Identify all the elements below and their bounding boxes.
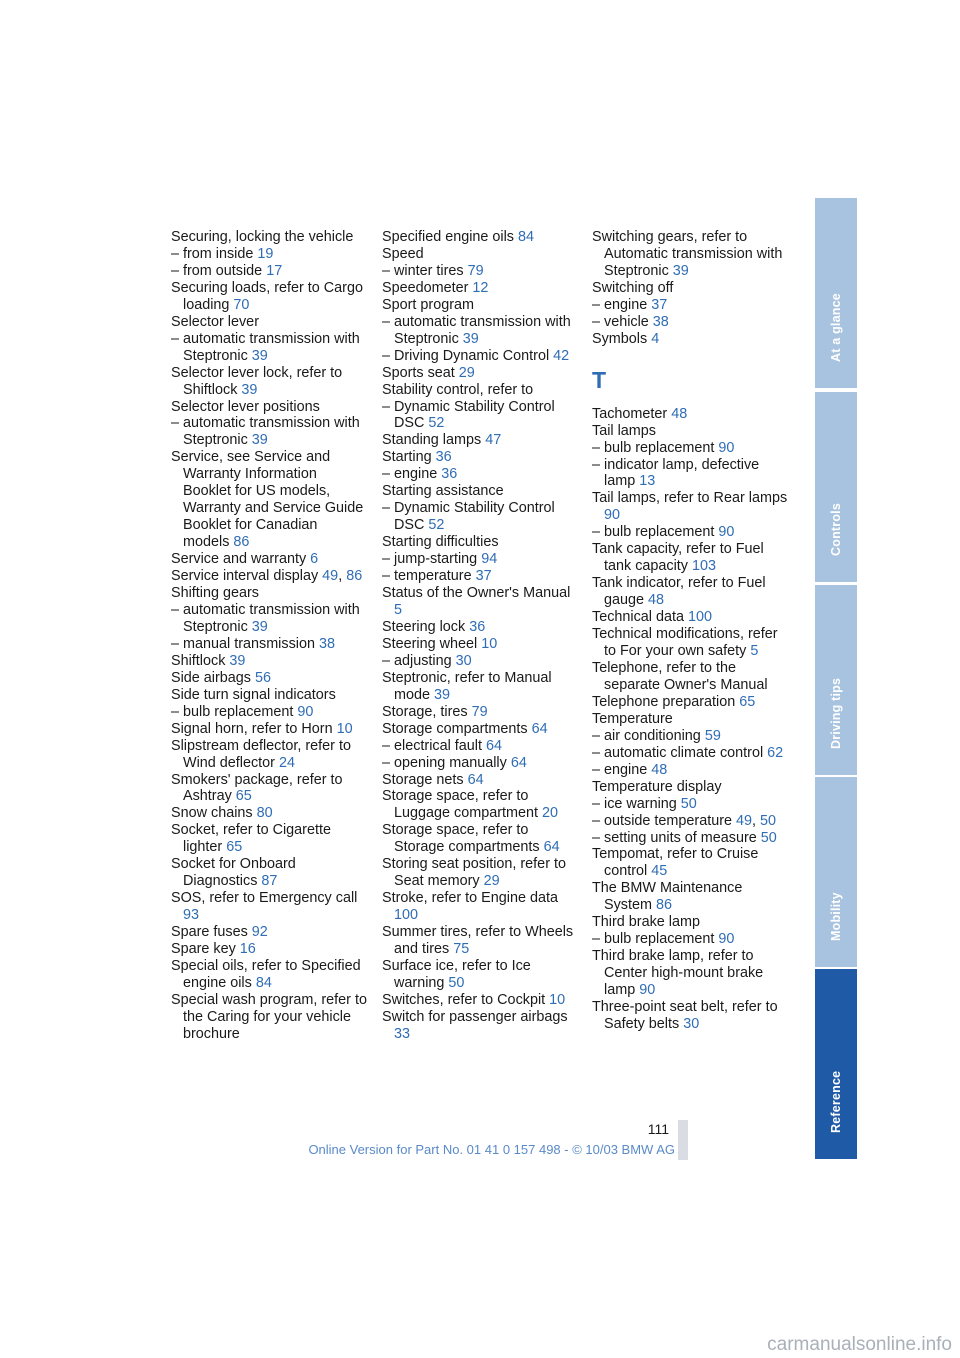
index-entry-text: – temperature (382, 568, 476, 585)
page-reference-link[interactable]: 6 (310, 551, 319, 568)
tab-reference[interactable] (815, 969, 857, 1159)
page-reference-link[interactable]: 30 (455, 652, 472, 669)
index-entry: – outside temperature 49, 50 (592, 812, 777, 829)
index-entry (171, 721, 367, 738)
index-entry-text: The BMW Maintenance System (592, 880, 743, 914)
index-entry (382, 449, 578, 466)
page-reference-link[interactable]: 5 (750, 643, 759, 660)
index-entry-text: Storage space, refer to Storage compartments (382, 822, 544, 856)
index-entry (382, 466, 578, 483)
page-reference-link[interactable]: 64 (531, 720, 548, 737)
page-reference-link[interactable]: 64 (543, 839, 560, 856)
index-entry (592, 880, 788, 914)
index-entry (171, 449, 367, 551)
index-entry (592, 931, 788, 948)
index-entry-text: – engine (592, 761, 652, 778)
index-entry-text: – adjusting (382, 652, 456, 669)
page-reference-link[interactable]: 39 (251, 432, 268, 449)
page-reference-link[interactable]: 36 (469, 618, 486, 635)
page-reference-link[interactable]: 65 (739, 693, 756, 710)
index-entry (592, 948, 788, 999)
index-entry (171, 246, 367, 263)
index-column-1 (171, 229, 367, 1043)
page-reference-link[interactable]: 19 (257, 245, 274, 262)
page-reference-link[interactable]: 39 (672, 262, 689, 279)
index-entry (382, 483, 578, 500)
index-entry-text: Tail lamps, refer to Rear lamps (592, 490, 788, 507)
page-reference-link[interactable]: 90 (718, 931, 735, 948)
section-letter: T (592, 366, 607, 393)
index-entry-text: – outside temperature (592, 812, 736, 829)
index-entry (382, 822, 578, 856)
index-entry (171, 687, 367, 704)
index-entry-text: Tail lamps (592, 422, 656, 439)
page-reference-link[interactable]: 48 (671, 405, 688, 422)
index-entry-text: Smokers' package, refer to Ashtray (171, 771, 343, 805)
page-reference-link[interactable]: 100 (688, 609, 713, 626)
page-number: 111 (647, 1121, 669, 1137)
index-entry-text: Three-point seat belt, refer to Safety belts (592, 999, 778, 1032)
page-reference-link[interactable]: 79 (467, 262, 484, 279)
page-reference-link[interactable]: 48 (651, 761, 668, 778)
index-entry (382, 1009, 578, 1043)
index-entry (382, 314, 578, 348)
index-entry (592, 524, 788, 541)
page-reference-link[interactable]: 20 (542, 805, 559, 822)
index-entry-text: Securing, locking the vehicle (171, 229, 354, 245)
index-entry (592, 762, 788, 779)
index-entry-text: Securing loads, refer to Cargo loading (171, 279, 363, 313)
page-reference-link[interactable]: 39 (251, 618, 268, 635)
index-entry (382, 670, 578, 704)
index-entry-text: – ice warning (592, 795, 681, 812)
index-entry (171, 314, 367, 331)
index-entry (382, 399, 578, 433)
page-reference-link[interactable]: 49 (736, 812, 753, 829)
page-reference-link[interactable]: 100 (394, 907, 419, 924)
index-entry-text: Symbols (592, 330, 652, 347)
index-entry-text: Special wash program, refer to the Caring for your vehicle brochure (171, 991, 367, 1042)
index-entry (171, 415, 367, 449)
index-entry (382, 772, 578, 789)
page-reference-link[interactable]: 39 (462, 330, 479, 347)
index-entry-text: Tank indicator, refer to Fuel gauge (592, 575, 766, 609)
page-reference-link[interactable]: 29 (483, 873, 500, 890)
index-entry-text: – opening manually (382, 754, 511, 771)
index-entry-text: Summer tires, refer to Wheels and tires (382, 924, 574, 958)
page-reference-link[interactable]: 52 (428, 415, 445, 432)
index-entry-text: Switches, refer to Cockpit (382, 991, 550, 1008)
index-entry-text: Standing lamps (382, 432, 486, 449)
index-entry (382, 856, 578, 890)
index-entry-text: Storing seat position, refer to Seat memory (382, 856, 566, 890)
index-entry-text: Switch for passenger airbags (382, 1008, 568, 1025)
index-entry (171, 653, 367, 670)
index-entry-text: Storage space, refer to Luggage compartment (382, 788, 542, 822)
page-reference-link[interactable]: 16 (239, 941, 256, 958)
page-reference-link[interactable]: 79 (471, 703, 488, 720)
page-reference-link[interactable]: 50 (760, 829, 777, 846)
tab-mobility[interactable] (815, 777, 857, 967)
index-entry-text: Socket, refer to Cigarette lighter (171, 822, 331, 856)
index-entry (171, 772, 367, 806)
index-entry (382, 246, 578, 263)
index-entry (382, 924, 578, 958)
index-entry (171, 958, 367, 992)
index-entry-text: Side turn signal indicators (171, 686, 336, 703)
index-entry-text: – from inside (171, 245, 258, 262)
page-reference-link[interactable]: 56 (255, 669, 272, 686)
index-entry-text: – Dynamic Stability Control DSC (382, 500, 555, 534)
tab-label: At a glance (829, 293, 843, 362)
page-reference-link[interactable]: 49 (322, 568, 339, 585)
index-column-2 (382, 229, 578, 1043)
index-entry-text: Surface ice, refer to Ice warning (382, 957, 531, 991)
index-entry (171, 856, 367, 890)
index-entry (171, 805, 367, 822)
index-entry (592, 999, 788, 1033)
page-reference-link[interactable]: 90 (604, 507, 621, 524)
index-entry-text: Sport program (382, 296, 474, 313)
index-entry-text: Switching gears, refer to Automatic transmission with Steptronic (592, 229, 783, 279)
page-reference-link[interactable]: 24 (278, 754, 295, 771)
index-entry (382, 432, 578, 449)
footer-note: Online Version for Part No. 01 41 0 157 498 - © 10/03 BMW AG (308, 1142, 675, 1157)
index-entry-text: Telephone, refer to the separate Owner's Manual (592, 659, 768, 693)
index-entry (171, 331, 367, 365)
page-reference-link[interactable]: 84 (518, 229, 535, 245)
page-reference-link[interactable]: 13 (639, 473, 656, 490)
index-entry (592, 745, 788, 762)
page-reference-link[interactable]: 36 (435, 449, 452, 466)
index-entry (382, 365, 578, 382)
page-reference-link[interactable]: 42 (553, 347, 570, 364)
page-reference-link[interactable]: 90 (718, 524, 735, 541)
index-entry (592, 490, 788, 524)
index-entry (382, 653, 578, 670)
page-reference-link[interactable]: 93 (183, 907, 200, 924)
index-entry-text: Steering wheel (382, 635, 482, 652)
index-entry (592, 796, 788, 813)
page-number-bar (678, 1120, 688, 1160)
page-reference-link[interactable]: 80 (256, 805, 273, 822)
index-entry (592, 711, 788, 728)
index-entry-text: Tank capacity, refer to Fuel tank capacity (592, 541, 764, 575)
index-entry (592, 331, 788, 348)
index-entry-text: – manual transmission (171, 635, 319, 652)
page-reference-link[interactable]: 48 (648, 592, 665, 609)
index-entry (592, 229, 788, 280)
index-entry (171, 890, 367, 924)
index-entry-text: Spare key (171, 941, 240, 958)
index-entry-text: Shiftlock (171, 652, 230, 669)
page-reference-link[interactable]: 50 (448, 974, 465, 991)
index-entry (171, 636, 367, 653)
index-entry-text: – automatic transmission with Steptronic (171, 330, 360, 364)
index-entry-text: SOS, refer to Emergency call (171, 890, 358, 907)
index-entry-text: Status of the Owner's Manual (382, 585, 571, 602)
index-entry (171, 704, 367, 721)
tab-label: Driving tips (829, 677, 843, 749)
index-entry-text: – engine (592, 296, 652, 313)
index-entry-text: – vehicle (592, 313, 653, 330)
index-entry-text: – electrical fault (382, 737, 486, 754)
index-entry (171, 263, 367, 280)
index-entry-text: Special oils, refer to Specified engine oils (171, 957, 361, 991)
index-entry (592, 609, 788, 626)
index-entry (592, 314, 788, 331)
index-entry (171, 585, 367, 602)
index-entry (592, 626, 788, 660)
index-entry (592, 440, 788, 457)
index-entry-text: Starting (382, 449, 436, 466)
index-entry (592, 297, 788, 314)
index-entry (592, 779, 788, 796)
page-reference-link[interactable]: 39 (251, 347, 268, 364)
index-entry (592, 280, 788, 297)
index-entry-text: Socket for Onboard Diagnostics (171, 856, 296, 890)
page-reference-link[interactable]: 62 (767, 744, 784, 761)
page-reference-link[interactable]: 37 (475, 568, 492, 585)
index-entry-text: Speed (382, 245, 424, 262)
index-entry (171, 992, 367, 1043)
page-reference-link[interactable]: 38 (318, 635, 335, 652)
index-entry-text: – Driving Dynamic Control (382, 347, 554, 364)
index-entry (171, 399, 367, 416)
index-entry (382, 500, 578, 534)
index-entry (382, 788, 578, 822)
index-entry-text: Stability control, refer to (382, 381, 534, 398)
index-entry (382, 280, 578, 297)
index-entry (171, 602, 367, 636)
page-reference-link[interactable]: 92 (251, 924, 268, 941)
index-entry-text: – bulb replacement (171, 703, 298, 720)
page-reference-link[interactable]: 94 (481, 551, 498, 568)
page-reference-link[interactable]: 37 (651, 296, 668, 313)
page-reference-link[interactable]: 64 (467, 771, 484, 788)
index-entry (382, 738, 578, 755)
page-reference-link[interactable]: 39 (241, 381, 258, 398)
index-entry (382, 755, 578, 772)
index-entry-text: – automatic climate control (592, 744, 768, 761)
page-reference-link[interactable]: 87 (261, 873, 278, 890)
index-entry-text: – setting units of measure (592, 829, 761, 846)
index-entry (592, 914, 788, 931)
index-entry (382, 992, 578, 1009)
index-entry-text: Shifting gears (171, 585, 259, 602)
index-entry-text: – automatic transmission with Steptronic (171, 601, 360, 635)
index-entry (592, 575, 788, 609)
index-entry-text: – bulb replacement (592, 524, 719, 541)
index-entry-text: Storage, tires (382, 703, 472, 720)
page-reference-link[interactable]: 59 (704, 727, 721, 744)
tab-label: Reference (829, 1070, 843, 1133)
index-entry-text: Storage compartments (382, 720, 532, 737)
index-entry-text: Selector lever lock, refer to Shiftlock (171, 364, 343, 398)
index-entry (171, 738, 367, 772)
index-entry-text: – bulb replacement (592, 931, 719, 948)
page-reference-link[interactable]: 10 (549, 991, 566, 1008)
index-entry (382, 890, 578, 924)
index-entry-text: Temperature display (592, 778, 722, 795)
index-entry-text: – Dynamic Stability Control DSC (382, 398, 555, 432)
index-entry (382, 568, 578, 585)
page-reference-link[interactable]: 50 (680, 795, 697, 812)
index-entry-text: Snow chains (171, 805, 257, 822)
page-reference-link[interactable]: 65 (226, 839, 243, 856)
index-entry-text: – automatic transmission with Steptronic (382, 313, 571, 347)
index-column-3 (592, 229, 788, 1033)
page-reference-link[interactable]: 90 (718, 439, 735, 456)
page-reference-link[interactable]: 30 (683, 1015, 700, 1032)
index-entry-text: Spare fuses (171, 924, 252, 941)
index-entry-text: Signal horn, refer to Horn (171, 720, 337, 737)
index-entry-text: Steptronic, refer to Manual mode (382, 669, 552, 703)
page-reference-link[interactable]: 64 (510, 754, 527, 771)
index-entry-text: Side airbags (171, 669, 255, 686)
index-entry-text: Slipstream deflector, refer to Wind deflector (171, 737, 351, 771)
index-entry-text: Temperature (592, 710, 673, 727)
index-entry (382, 585, 578, 619)
index-entry-text: Starting difficulties (382, 534, 499, 551)
index-entry (171, 551, 367, 568)
index-entry (592, 660, 788, 694)
index-entry-text: Speedometer (382, 279, 473, 296)
index-entry-text: – bulb replacement (592, 439, 719, 456)
index-entry-text: – indicator lamp, defective lamp (592, 456, 760, 490)
page-reference-link[interactable]: 39 (434, 686, 451, 703)
page-reference-link[interactable]: 84 (255, 974, 272, 991)
page-reference-link[interactable]: 70 (233, 296, 250, 313)
index-entry (171, 822, 367, 856)
page-reference-link[interactable]: 39 (229, 652, 246, 669)
page-reference-link[interactable]: 10 (481, 635, 498, 652)
page-reference-link[interactable]: 5 (394, 601, 403, 618)
index-entry (592, 846, 788, 880)
page-reference-link[interactable]: 12 (472, 279, 489, 296)
index-entry-text: Steering lock (382, 618, 470, 635)
page-reference-link[interactable]: 86 (346, 568, 363, 585)
index-entry (382, 721, 578, 738)
tab-at-a-glance[interactable] (815, 198, 857, 388)
index-entry-text: Selector lever (171, 313, 259, 330)
page-reference-link[interactable]: 4 (651, 330, 660, 347)
page-reference-link[interactable]: 65 (235, 788, 252, 805)
index-entry-text: Telephone preparation (592, 693, 740, 710)
index-entry (171, 365, 367, 399)
index-entry-text: Service and warranty (171, 551, 311, 568)
index-entry-text: Stroke, refer to Engine data (382, 890, 558, 907)
index-entry (382, 704, 578, 721)
page-reference-link[interactable]: 64 (485, 737, 502, 754)
index-entry (382, 534, 578, 551)
index-entry (171, 670, 367, 687)
index-entry-text: Sports seat (382, 364, 459, 381)
index-entry-text: – air conditioning (592, 727, 705, 744)
page-reference-link[interactable]: 36 (441, 466, 458, 483)
index-entry (171, 924, 367, 941)
page-reference-link[interactable]: 50 (760, 812, 777, 829)
page-reference-link[interactable]: 33 (394, 1025, 411, 1042)
index-entry-text: – automatic transmission with Steptronic (171, 415, 360, 449)
index-entry (382, 382, 578, 399)
watermark: carmanualsonline.info (767, 1334, 952, 1355)
page-reference-link[interactable]: 38 (652, 313, 669, 330)
index-entry-text: Third brake lamp (592, 914, 700, 931)
page-reference-link[interactable]: 86 (655, 897, 672, 914)
tab-controls[interactable] (815, 392, 857, 582)
index-entry (171, 280, 367, 314)
index-entry (382, 263, 578, 280)
index-entry-text: – jump-starting (382, 551, 482, 568)
index-entry-text: Third brake lamp, refer to Center high-mount brake lamp (592, 948, 764, 999)
index-entry (592, 728, 788, 745)
page-reference-link[interactable]: 45 (651, 863, 668, 880)
index-entry (382, 619, 578, 636)
index-entry (171, 941, 367, 958)
page-reference-link[interactable]: 90 (297, 703, 314, 720)
index-entry (382, 636, 578, 653)
tab-driving-tips[interactable] (815, 585, 857, 775)
index-entry-text: Tempomat, refer to Cruise control (592, 846, 759, 880)
index-entry-text: Tachometer (592, 405, 672, 422)
index-entry-text: – from outside (171, 262, 267, 279)
index-entry-text: Technical modifications, refer to For your own safety (592, 626, 778, 660)
page-reference-link[interactable]: 29 (458, 364, 475, 381)
index-entry (382, 348, 578, 365)
index-entry (382, 229, 578, 246)
page-reference-link[interactable]: 17 (266, 262, 283, 279)
index-entry-text: – winter tires (382, 262, 468, 279)
index-entry-text: Switching off (592, 279, 674, 296)
tab-label: Controls (829, 503, 843, 556)
index-entry (592, 830, 788, 847)
index-entry-text: Technical data (592, 609, 688, 626)
index-entry (592, 694, 788, 711)
index-entry (592, 457, 788, 491)
index-entry (592, 541, 788, 575)
index-entry (382, 958, 578, 992)
index-entry-text: – engine (382, 466, 442, 483)
page-reference-link[interactable]: 47 (485, 432, 502, 449)
index-entry (382, 551, 578, 568)
index-entry: Service interval display 49, 86 (171, 568, 363, 585)
page-reference-link[interactable]: 103 (692, 558, 717, 575)
page-reference-link[interactable]: 10 (336, 720, 353, 737)
page-reference-link[interactable]: 75 (453, 941, 470, 958)
index-entry-text: Storage nets (382, 771, 468, 788)
page-reference-link[interactable]: 90 (639, 982, 656, 999)
page-reference-link[interactable]: 52 (428, 517, 445, 534)
index-entry (382, 297, 578, 314)
index-entry-text: Selector lever positions (171, 398, 320, 415)
index-entry-text: Specified engine oils (382, 229, 519, 245)
page-reference-link[interactable]: 86 (233, 534, 250, 551)
index-entry-text: Starting assistance (382, 483, 504, 500)
index-entry (592, 423, 788, 440)
index-entry-text: Service, see Service and Warranty Information Booklet for US models, Warranty and Service Guide Booklet for Canadian models (171, 449, 364, 551)
tab-label: Mobility (829, 892, 843, 941)
index-entry-text: Service interval display (171, 568, 323, 585)
index-entry (171, 229, 367, 246)
index-entry (592, 406, 788, 423)
